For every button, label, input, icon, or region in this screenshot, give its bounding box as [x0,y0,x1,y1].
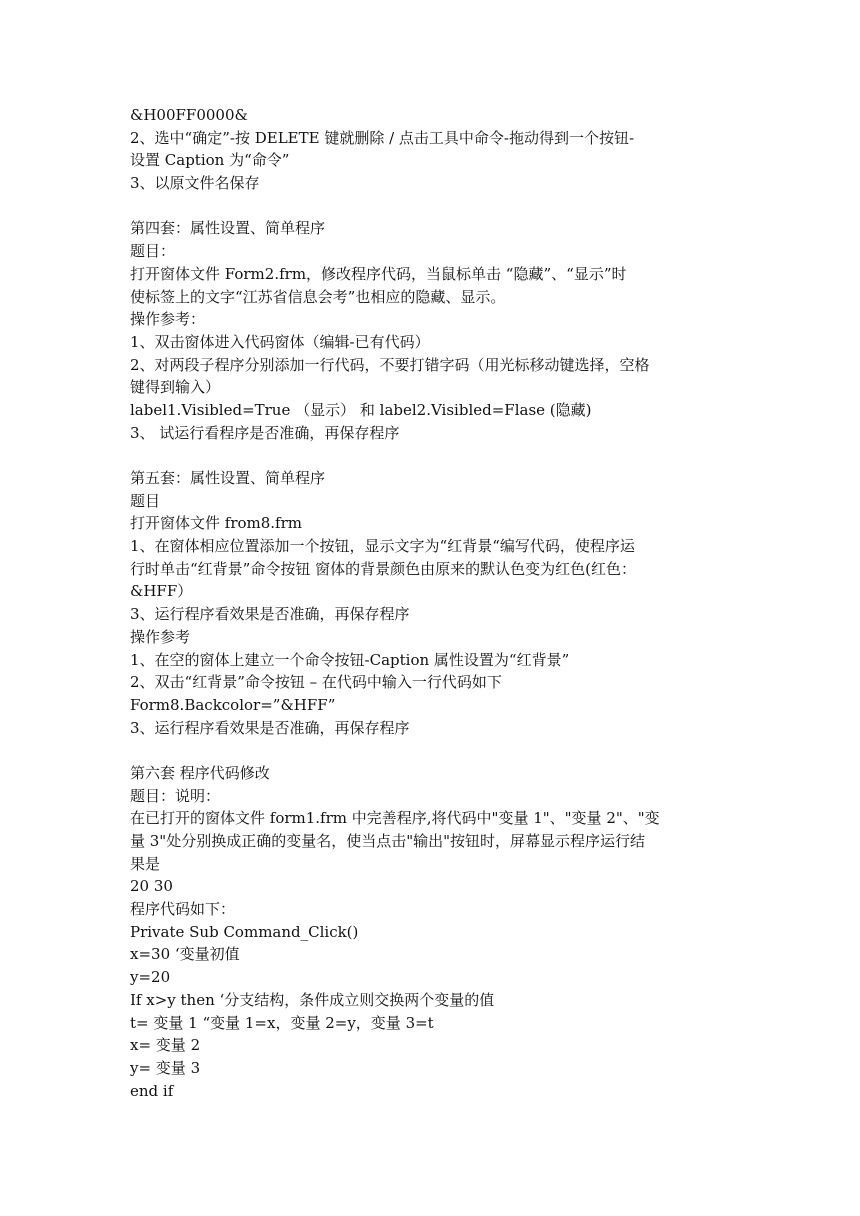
text-line: 操作参考： [130,310,206,329]
code-line: end if [130,1081,174,1100]
text-line: 键得到输入） [130,378,221,397]
code-line: Private Sub Command_Click() [130,922,359,941]
text-line: 在已打开的窗体文件 form1.frm 中完善程序,将代码中"变量 1"、"变量 2"、"变 [130,809,660,828]
text-line: 2、对两段子程序分别添加一行代码，不要打错字码（用光标移动键选择，空格 [130,355,650,374]
text-line: 3、运行程序看效果是否准确，再保存程序 [130,718,410,737]
text-line: 1、在窗体相应位置添加一个按钮，显示文字为“红背景“编写代码，使程序运 [130,537,635,556]
text-line: 2、选中“确定”-按 DELETE 键就删除 / 点击工具中命令-拖动得到一个按钮- [130,128,635,147]
text-line: 量 3"处分别换成正确的变量名，使当点击"输出"按钮时，屏幕显示程序运行结 [130,832,646,850]
code-line: y= 变量 3 [130,1058,201,1077]
text-line: 2、双击“红背景”命令按钮 – 在代码中输入一行代码如下 [130,673,502,692]
text-line: 打开窗体文件 Form2.frm，修改程序代码，当鼠标单击 “隐藏”、“显示”时 [130,264,627,283]
text-line: 3、以原文件名保存 [130,174,260,193]
text-line: 打开窗体文件 from8.frm [130,514,303,533]
blank-line [130,444,740,467]
text-line: 1、在空的窗体上建立一个命令按钮-Caption 属性设置为“红背景” [130,650,570,669]
section-heading-5: 第五套：属性设置、简单程序 [130,469,326,487]
text-line: &HFF） [130,582,193,601]
code-line: y=20 [130,968,171,987]
text-line: 20 30 [130,877,173,896]
code-line: Form8.Backcolor=”&HFF” [130,695,336,714]
text-line: 设置 Caption 为“命令” [130,151,290,170]
text-line: 题目 [130,491,161,510]
text-line: 3、 试运行看程序是否准确，再保存程序 [130,423,400,442]
blank-line [130,195,740,218]
text-line: 行时单击“红背景”命令按钮 窗体的背景颜色由原来的默认色变为红色(红色： [130,559,636,578]
code-line: t= 变量 1 “变量 1=x，变量 2=y，变量 3=t [130,1013,434,1032]
document-page [130,104,740,1102]
code-line: x=30 ‘变量初值 [130,945,240,964]
code-line: label1.Visibled=True （显示） 和 label2.Visibled=Flase (隐藏) [130,400,592,419]
text-line: &H00FF0000& [130,106,248,124]
blank-line [130,739,740,762]
text-line: 题目：说明： [130,786,221,805]
text-line: 1、双击窗体进入代码窗体（编辑-已有代码） [130,332,430,351]
section-heading-4: 第四套：属性设置、简单程序 [130,219,326,238]
code-line: x= 变量 2 [130,1036,201,1055]
text-line: 3、运行程序看效果是否准确，再保存程序 [130,605,410,624]
text-line: 程序代码如下： [130,900,236,919]
code-line: If x>y then ‘分支结构，条件成立则交换两个变量的值 [130,990,495,1009]
text-line: 操作参考 [130,627,191,646]
text-line: 果是 [130,854,161,873]
text-line: 使标签上的文字“江苏省信息会考”也相应的隐藏、显示。 [130,287,506,306]
section-heading-6: 第六套 程序代码修改 [130,763,270,782]
text-line: 题目： [130,242,176,261]
